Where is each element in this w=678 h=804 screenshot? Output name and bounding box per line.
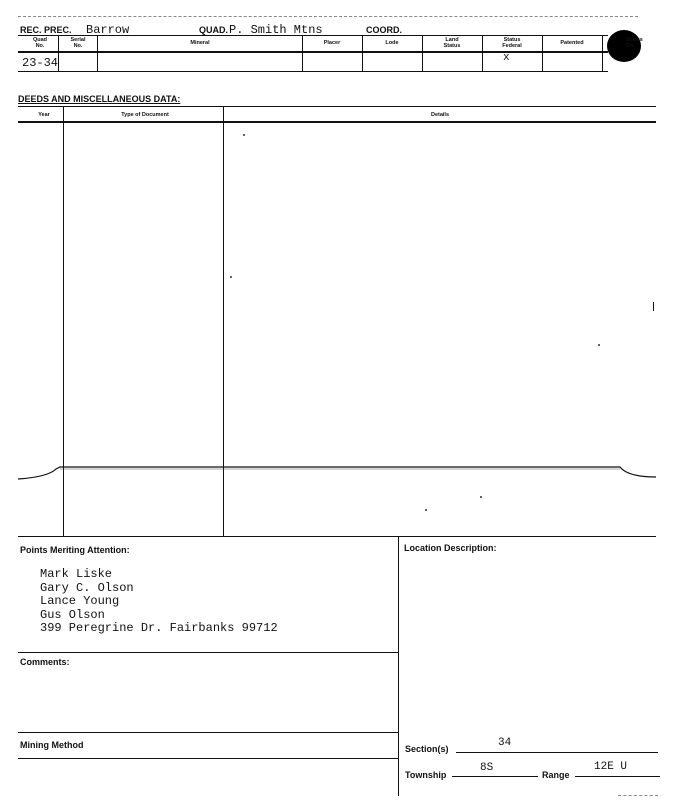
township-value: 8S xyxy=(480,762,494,774)
deeds-bottom-rule xyxy=(18,536,656,537)
deeds-header-rule xyxy=(18,121,656,123)
col-patented: Patented xyxy=(560,40,584,46)
quad-value: P. Smith Mtns xyxy=(229,23,323,37)
points-line: Gus Olson xyxy=(40,607,105,622)
mining-label: Mining Method xyxy=(20,740,84,750)
deeds-col-details: Details xyxy=(430,112,450,118)
section-label: Section(s) xyxy=(405,744,449,754)
col-divider-6 xyxy=(482,35,483,71)
rec-prec-label: REC. PREC. xyxy=(20,25,72,35)
top-rule xyxy=(18,16,638,17)
col-divider-2 xyxy=(97,35,98,71)
comments-label: Comments: xyxy=(20,657,70,667)
col-divider-1 xyxy=(58,35,59,71)
col-status-federal: Status Federal xyxy=(502,37,522,49)
col-divider-4 xyxy=(362,35,363,71)
deeds-col-type: Type of Document xyxy=(121,112,169,118)
data-row-bottom xyxy=(18,71,608,72)
scan-speck xyxy=(230,276,232,278)
col-divider-5 xyxy=(422,35,423,71)
scan-speck xyxy=(243,134,245,136)
col-land-status: Land Status xyxy=(443,37,461,49)
points-label: Points Meriting Attention: xyxy=(20,545,130,555)
col-divider-7 xyxy=(542,35,543,71)
status-federal-value: x xyxy=(503,52,510,64)
township-underline xyxy=(452,776,538,777)
township-label: Township xyxy=(405,770,447,780)
comments-rule xyxy=(18,652,398,653)
col-mineral: Mineral xyxy=(190,40,210,46)
col-divider-8 xyxy=(602,35,603,71)
location-label: Location Description: xyxy=(404,543,497,553)
bottom-center-divider xyxy=(398,536,399,796)
points-line: Mark Liske xyxy=(40,567,113,581)
header-band-top xyxy=(18,35,608,36)
page-join-line xyxy=(0,455,678,485)
header-band-bottom xyxy=(18,51,608,53)
points-list xyxy=(40,568,278,636)
deeds-top-rule xyxy=(18,106,656,107)
quad-no-value: 23-34 xyxy=(22,56,59,70)
col-serial-no: Serial No. xyxy=(70,37,86,49)
quad-label: QUAD. xyxy=(199,25,228,35)
scan-mark xyxy=(653,302,654,311)
col-lode: Lode xyxy=(385,40,399,46)
range-underline xyxy=(575,776,660,777)
mining-bottom-rule xyxy=(18,758,398,759)
points-line: Gary C. Olson xyxy=(40,580,134,595)
deeds-title: DEEDS AND MISCELLANEOUS DATA: xyxy=(18,94,181,104)
range-value: 12E U xyxy=(594,761,628,773)
col-placer: Placer xyxy=(323,40,341,46)
points-line: Lance Young xyxy=(40,594,120,608)
col-cut-off: Status On xyxy=(626,37,643,49)
rec-prec-value: Barrow xyxy=(86,23,130,37)
deeds-col-year: Year xyxy=(38,112,50,118)
col-quad-no: Quad No. xyxy=(32,37,48,49)
scan-speck xyxy=(598,344,600,346)
range-label: Range xyxy=(542,770,570,780)
scan-speck xyxy=(480,496,482,498)
section-underline xyxy=(456,752,658,753)
col-divider-3 xyxy=(302,35,303,71)
mining-rule xyxy=(18,732,398,733)
coord-label: COORD. xyxy=(366,25,402,35)
section-value: 34 xyxy=(498,737,512,749)
points-line: 399 Peregrine Dr. Fairbanks 99712 xyxy=(40,621,278,635)
scan-speck xyxy=(425,509,427,511)
bottom-dash xyxy=(618,795,658,796)
